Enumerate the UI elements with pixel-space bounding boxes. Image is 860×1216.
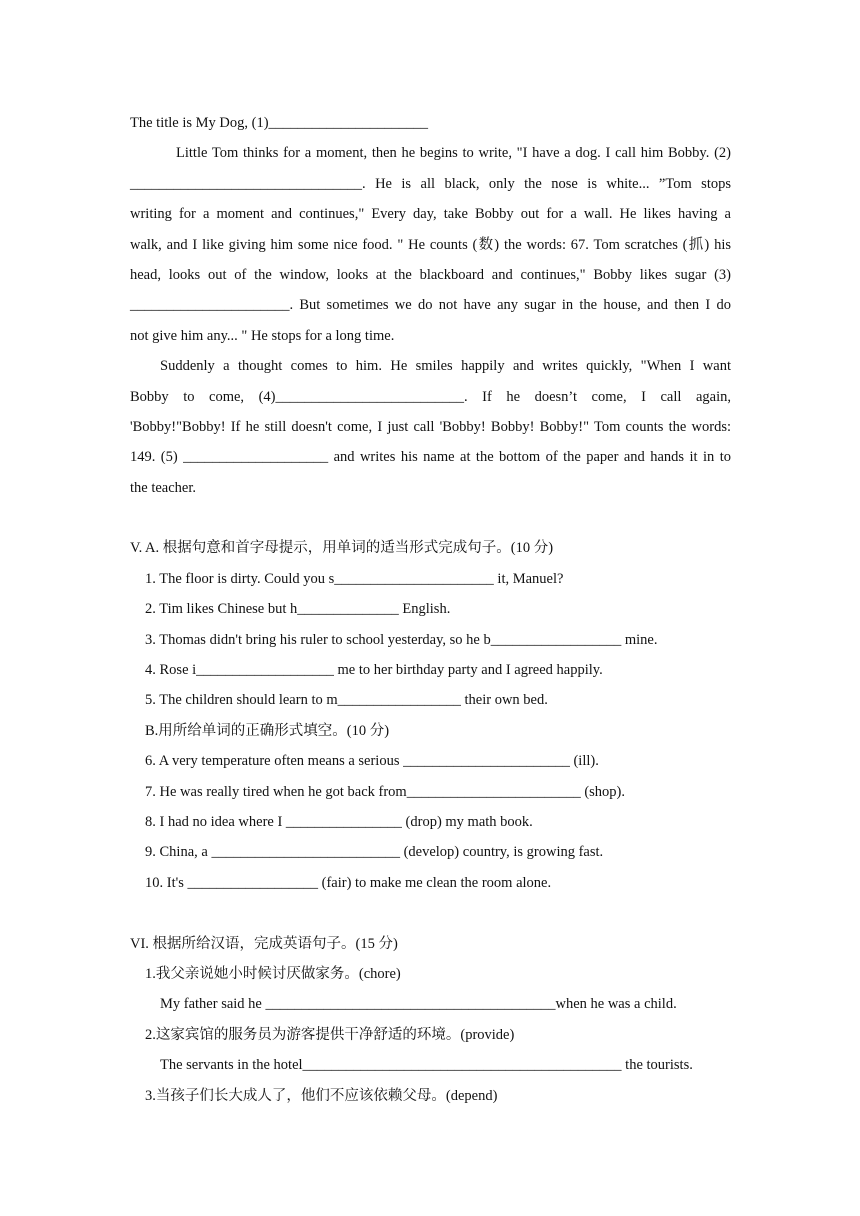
part-b-heading: B.用所给单词的正确形式填空。(10 分) — [145, 722, 390, 739]
exercise-item: 1. The floor is dirty. Could you s______________________ it, Manuel? — [145, 570, 564, 587]
passage-line: head, looks out of the window, looks at the blackboard and continues," Bobby likes sugar (3) — [130, 266, 731, 283]
passage-line: 149. (5) ____________________ and writes his name at the bottom of the paper and hands it in to — [130, 449, 731, 466]
exercise-item: 5. The children should learn to m_________________ their own bed. — [145, 692, 548, 709]
exercise-item: 9. China, a __________________________ (develop) country, is growing fast. — [145, 844, 604, 861]
passage-line: Bobby to come, (4)__________________________. If he doesn’t come, I call again, — [130, 388, 731, 405]
exercise-item: 4. Rose i___________________ me to her birthday party and I agreed happily. — [145, 662, 603, 679]
passage-line: the teacher. — [130, 479, 197, 496]
passage-line: walk, and I like giving him some nice food. " He counts (数) the words: 67. Tom scratches (抓) his — [130, 236, 731, 253]
section-v-heading: V. A. 根据句意和首字母提示，用单词的适当形式完成句子。(10 分) — [130, 540, 554, 557]
exercise-item: 10. It's __________________ (fair) to make me clean the room alone. — [145, 874, 552, 891]
passage-line: ______________________. But sometimes we do not have any sugar in the house, and then I do — [130, 297, 731, 314]
translation-answer: My father said he ________________________________________when he was a child. — [160, 996, 677, 1013]
passage-line: The title is My Dog, (1)______________________ — [130, 115, 429, 131]
passage-line: 'Bobby!"Bobby! If he still doesn't come, I just call 'Bobby! Bobby! Bobby!" Tom counts the words: — [130, 418, 731, 435]
worksheet-page — [130, 108, 731, 1111]
exercise-item: 8. I had no idea where I ________________ (drop) my math book. — [145, 813, 533, 830]
translation-prompt: 2.这家宾馆的服务员为游客提供干净舒适的环境。(provide) — [145, 1026, 515, 1043]
translation-prompt: 1.我父亲说她小时候讨厌做家务。(chore) — [145, 965, 401, 982]
passage-line: ________________________________. He is all black, only the nose is white... ”Tom stops — [130, 175, 731, 192]
exercise-item: 7. He was really tired when he got back from________________________ (shop). — [145, 783, 626, 800]
translation-answer: The servants in the hotel____________________________________________ the tourists. — [160, 1057, 693, 1074]
exercise-item: 6. A very temperature often means a serious _______________________ (ill). — [145, 753, 599, 770]
passage-line: Little Tom thinks for a moment, then he begins to write, "I have a dog. I call him Bobby. (2) — [176, 145, 731, 162]
section-vi-heading: VI. 根据所给汉语，完成英语句子。(15 分) — [130, 935, 398, 952]
spacer — [130, 898, 731, 928]
spacer — [130, 503, 731, 533]
exercise-item: 2. Tim likes Chinese but h______________ English. — [145, 601, 451, 618]
passage-line: Suddenly a thought comes to him. He smiles happily and writes quickly, "When I want — [160, 358, 731, 375]
translation-prompt: 3.当孩子们长大成人了，他们不应该依赖父母。(depend) — [145, 1087, 498, 1104]
exercise-item: 3. Thomas didn't bring his ruler to school yesterday, so he b__________________ mine. — [145, 631, 658, 648]
passage-line: not give him any... " He stops for a long time. — [130, 327, 395, 344]
passage-line: writing for a moment and continues," Every day, take Bobby out for a wall. He likes having a — [130, 206, 731, 223]
